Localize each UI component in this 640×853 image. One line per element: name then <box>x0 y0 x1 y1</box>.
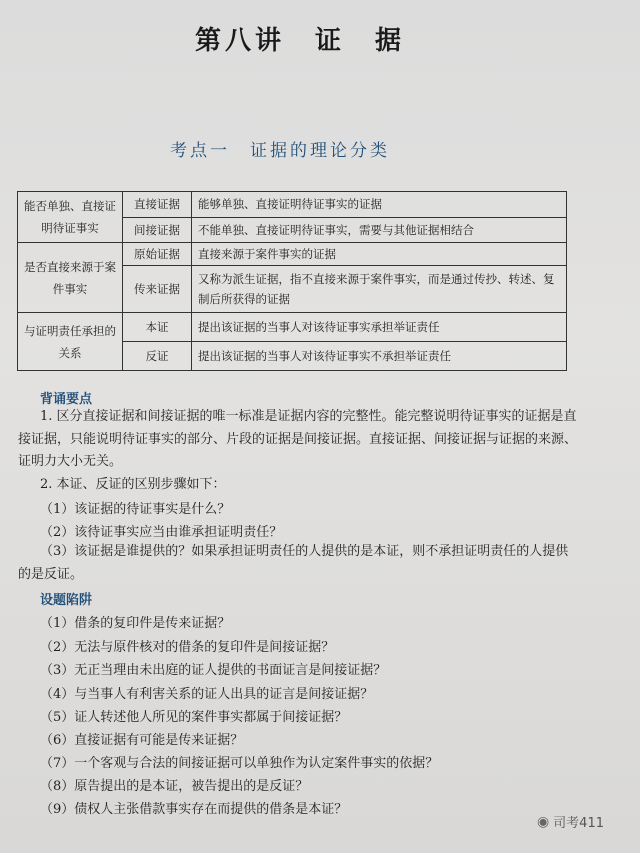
type-cell: 原始证据 <box>123 243 192 266</box>
trap-item: （8）原告提出的是本证，被告提出的是反证？ <box>40 779 309 794</box>
table-row <box>18 313 567 342</box>
desc-cell: 提出该证据的当事人对该待证事实承担举证责任 <box>192 313 567 342</box>
key-points-heading: 背诵要点 <box>40 392 93 407</box>
type-cell: 传来证据 <box>123 266 192 313</box>
category-cell: 是否直接来源于案件事实 <box>18 243 123 313</box>
watermark-text: 司考411 <box>553 816 604 831</box>
trap-item: （1）借条的复印件是传来证据？ <box>40 616 231 631</box>
traps-heading: 设题陷阱 <box>40 593 93 608</box>
type-cell: 直接证据 <box>123 192 192 218</box>
key-step-1: （1）该证据的待证事实是什么？ <box>40 502 231 517</box>
trap-item: （6）直接证据有可能是传来证据？ <box>40 733 244 748</box>
key-step-2: （2）该待证事实应当由谁承担证明责任？ <box>40 525 283 540</box>
section-title: 考点一 证据的理论分类 <box>170 141 390 161</box>
desc-cell: 不能单独、直接证明待证事实，需要与其他证据相结合 <box>192 217 567 243</box>
watermark <box>537 812 604 831</box>
trap-item: （3）无正当理由未出庭的证人提供的书面证言是间接证据？ <box>40 663 387 678</box>
wechat-icon: ◉ <box>536 813 550 830</box>
category-cell: 与证明责任承担的关系 <box>18 313 123 371</box>
chapter-title: 第八讲 证 据 <box>194 26 405 56</box>
table-row <box>18 192 567 218</box>
type-cell: 反证 <box>123 342 192 371</box>
desc-cell: 能够单独、直接证明待证事实的证据 <box>192 192 567 218</box>
trap-item: （2）无法与原件核对的借条的复印件是间接证据？ <box>40 640 335 655</box>
classification-table <box>17 191 567 371</box>
table-row <box>18 243 567 266</box>
desc-cell: 又称为派生证据，指不直接来源于案件事实，而是通过传抄、转述、复制后所获得的证据 <box>192 266 567 313</box>
type-cell: 间接证据 <box>123 217 192 243</box>
category-cell: 能否单独、直接证明待证事实 <box>18 192 123 243</box>
trap-item: （5）证人转述他人所见的案件事实都属于间接证据？ <box>40 710 348 725</box>
trap-item: （7）一个客观与合法的间接证据可以单独作为认定案件事实的依据？ <box>40 756 439 771</box>
trap-item: （4）与当事人有利害关系的证人出具的证言是间接证据？ <box>40 687 374 702</box>
desc-cell: 提出该证据的当事人对该待证事实不承担举证责任 <box>192 342 567 371</box>
key-point-1: 1. 区分直接证据和间接证据的唯一标准是证据内容的完整性。能完整说明待证事实的证据是直接证据，只能说明待证事实的部分、片段的证据是间接证据。直接证据、间接证据与证据的来源、证明力大小无关。 <box>18 409 578 469</box>
type-cell: 本证 <box>123 313 192 342</box>
trap-item: （9）债权人主张借款事实存在而提供的借条是本证？ <box>40 802 348 817</box>
key-step-3: （3）该证据是谁提供的？如果承担证明责任的人提供的是本证，则不承担证明责任的人提供的是反证。 <box>18 544 569 582</box>
desc-cell: 直接来源于案件事实的证据 <box>192 243 567 266</box>
key-point-2: 2. 本证、反证的区别步骤如下： <box>40 477 226 492</box>
